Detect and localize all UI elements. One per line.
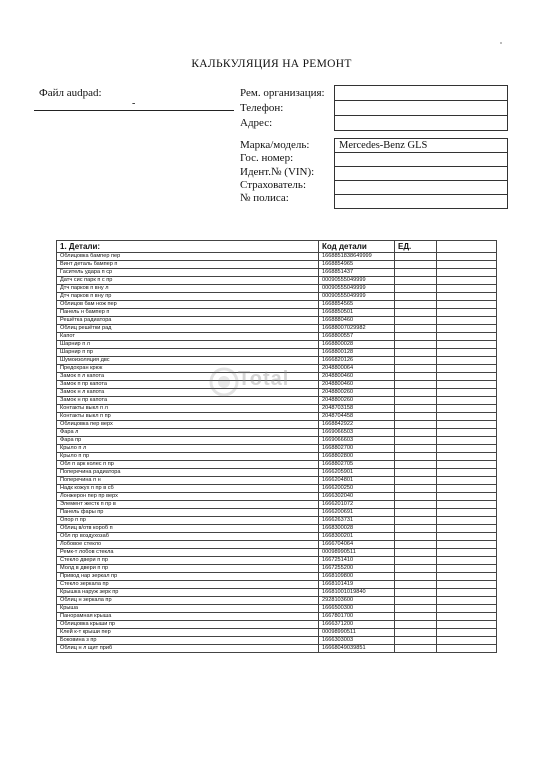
part-name-cell: Дтч парков п вну пр <box>57 293 319 301</box>
field-make-model[interactable]: Mercedes-Benz GLS <box>335 139 507 153</box>
part-extra-cell <box>437 333 497 341</box>
part-unit-cell <box>395 525 437 533</box>
part-code-cell: 1668842922 <box>319 421 395 429</box>
part-name-cell: Лобовое стекло <box>57 541 319 549</box>
part-name-cell: Винт деталь бампер п <box>57 261 319 269</box>
part-extra-cell <box>437 477 497 485</box>
part-unit-cell <box>395 421 437 429</box>
part-name-cell: Фара пр <box>57 437 319 445</box>
part-code-cell: 1666371200 <box>319 621 395 629</box>
part-name-cell: Датч сис парк п с пр <box>57 277 319 285</box>
part-unit-cell <box>395 453 437 461</box>
part-code-cell: 2048800460 <box>319 381 395 389</box>
part-name-cell: Панель фары пр <box>57 509 319 517</box>
table-row <box>57 485 497 493</box>
part-name-cell: Надк кожух п пр в сб <box>57 485 319 493</box>
table-row <box>57 565 497 573</box>
part-extra-cell <box>437 461 497 469</box>
part-unit-cell <box>395 341 437 349</box>
part-name-cell: Замок п л капота <box>57 373 319 381</box>
part-unit-cell <box>395 333 437 341</box>
part-unit-cell <box>395 389 437 397</box>
table-row <box>57 453 497 461</box>
part-code-cell: 00098990511 <box>319 549 395 557</box>
part-code-cell: 1667801700 <box>319 613 395 621</box>
part-unit-cell <box>395 517 437 525</box>
table-row <box>57 429 497 437</box>
part-unit-cell <box>395 349 437 357</box>
part-extra-cell <box>437 413 497 421</box>
vehicle-labels <box>240 139 314 205</box>
part-unit-cell <box>395 621 437 629</box>
part-code-cell: 2048800064 <box>319 365 395 373</box>
field-policy[interactable] <box>335 195 507 208</box>
part-name-cell: Контакты выкл п л <box>57 405 319 413</box>
part-extra-cell <box>437 301 497 309</box>
part-name-cell: Опор п пр <box>57 517 319 525</box>
table-row <box>57 645 497 653</box>
part-name-cell: Шарнир п л <box>57 341 319 349</box>
file-dash: - <box>132 98 136 109</box>
part-code-cell: 2048800460 <box>319 373 395 381</box>
part-name-cell: Стекло зеркала пр <box>57 581 319 589</box>
table-row <box>57 341 497 349</box>
part-code-cell: 1666200691 <box>319 509 395 517</box>
label-insured: Страхователь: <box>240 178 306 191</box>
part-name-cell: Панорамная крыша <box>57 613 319 621</box>
table-row <box>57 501 497 509</box>
table-row <box>57 533 497 541</box>
part-unit-cell <box>395 429 437 437</box>
part-extra-cell <box>437 605 497 613</box>
label-make-model: Марка/модель: <box>240 139 310 151</box>
part-extra-cell <box>437 349 497 357</box>
part-extra-cell <box>437 253 497 261</box>
part-extra-cell <box>437 429 497 437</box>
part-extra-cell <box>437 421 497 429</box>
part-extra-cell <box>437 293 497 301</box>
table-row <box>57 261 497 269</box>
part-code-cell: 1668851437 <box>319 269 395 277</box>
part-extra-cell <box>437 509 497 517</box>
part-code-cell: 1668109800 <box>319 573 395 581</box>
file-underline <box>34 110 234 111</box>
part-extra-cell <box>437 621 497 629</box>
label-policy: № полиса: <box>240 192 289 205</box>
field-repair-org[interactable] <box>335 86 507 101</box>
part-unit-cell <box>395 309 437 317</box>
field-plate[interactable] <box>335 153 507 167</box>
part-unit-cell <box>395 469 437 477</box>
part-unit-cell <box>395 293 437 301</box>
label-vin: Идент.№ (VIN): <box>240 165 315 178</box>
part-extra-cell <box>437 325 497 333</box>
table-row <box>57 301 497 309</box>
part-unit-cell <box>395 373 437 381</box>
part-name-cell: Облицов бам нож пер <box>57 301 319 309</box>
part-unit-cell <box>395 573 437 581</box>
part-code-cell: 2048800260 <box>319 397 395 405</box>
table-row <box>57 613 497 621</box>
part-unit-cell <box>395 253 437 261</box>
col-header-parts: 1. Детали: <box>57 241 319 253</box>
table-row <box>57 581 497 589</box>
page-title: КАЛЬКУЛЯЦИЯ НА РЕМОНТ <box>191 58 352 70</box>
part-extra-cell <box>437 573 497 581</box>
part-unit-cell <box>395 637 437 645</box>
part-extra-cell <box>437 405 497 413</box>
part-name-cell: Стекло двери п пр <box>57 557 319 565</box>
label-plate: Гос. номер: <box>240 152 294 165</box>
part-unit-cell <box>395 461 437 469</box>
part-unit-cell <box>395 533 437 541</box>
parts-header-row <box>57 241 497 253</box>
table-row <box>57 293 497 301</box>
part-name-cell: Контакты выкл п пр <box>57 413 319 421</box>
part-unit-cell <box>395 413 437 421</box>
part-extra-cell <box>437 357 497 365</box>
part-code-cell: 1669066503 <box>319 429 395 437</box>
part-name-cell: Крышка наруж зерк пр <box>57 589 319 597</box>
part-unit-cell <box>395 645 437 653</box>
part-code-cell: 1667251410 <box>319 557 395 565</box>
part-unit-cell <box>395 325 437 333</box>
part-extra-cell <box>437 525 497 533</box>
table-row <box>57 437 497 445</box>
part-code-cell: 00090555049999 <box>319 277 395 285</box>
table-row <box>57 405 497 413</box>
part-code-cell: 1668802700 <box>319 445 395 453</box>
col-header-extra <box>437 241 497 253</box>
part-unit-cell <box>395 597 437 605</box>
table-row <box>57 317 497 325</box>
part-extra-cell <box>437 629 497 637</box>
part-extra-cell <box>437 557 497 565</box>
part-code-cell: 1668800128 <box>319 349 395 357</box>
part-name-cell: Крыло п пр <box>57 453 319 461</box>
table-row <box>57 517 497 525</box>
table-row <box>57 493 497 501</box>
table-row <box>57 557 497 565</box>
part-unit-cell <box>395 565 437 573</box>
part-name-cell: Ремк-т лобов стекла <box>57 549 319 557</box>
field-insured[interactable] <box>335 181 507 195</box>
part-code-cell: 00098990511 <box>319 629 395 637</box>
part-code-cell: 00090555049999 <box>319 293 395 301</box>
part-name-cell: Панель н бампер п <box>57 309 319 317</box>
part-unit-cell <box>395 445 437 453</box>
table-row <box>57 325 497 333</box>
table-row <box>57 421 497 429</box>
part-code-cell: 1666200250 <box>319 485 395 493</box>
part-name-cell: Боковина з пр <box>57 637 319 645</box>
part-unit-cell <box>395 357 437 365</box>
part-extra-cell <box>437 389 497 397</box>
part-unit-cell <box>395 605 437 613</box>
label-address: Адрес: <box>240 117 273 129</box>
part-name-cell: Лонжерон пер пр верх <box>57 493 319 501</box>
part-code-cell: 1666500300 <box>319 605 395 613</box>
field-address[interactable] <box>335 116 507 130</box>
part-unit-cell <box>395 501 437 509</box>
part-unit-cell <box>395 477 437 485</box>
part-unit-cell <box>395 485 437 493</box>
part-extra-cell <box>437 485 497 493</box>
part-code-cell: 2048800260 <box>319 389 395 397</box>
part-unit-cell <box>395 493 437 501</box>
part-extra-cell <box>437 437 497 445</box>
part-extra-cell <box>437 541 497 549</box>
part-unit-cell <box>395 405 437 413</box>
part-code-cell: 2048704458 <box>319 413 395 421</box>
col-header-code: Код детали <box>319 241 395 253</box>
table-row <box>57 469 497 477</box>
part-code-cell: 1666204801 <box>319 477 395 485</box>
part-unit-cell <box>395 261 437 269</box>
part-extra-cell <box>437 445 497 453</box>
part-extra-cell <box>437 533 497 541</box>
part-extra-cell <box>437 469 497 477</box>
table-row <box>57 629 497 637</box>
part-code-cell: 16681001019840 <box>319 589 395 597</box>
part-name-cell: Облиц решётки рад <box>57 325 319 333</box>
part-name-cell: Крыло п л <box>57 445 319 453</box>
page-mark <box>500 42 502 44</box>
table-row <box>57 357 497 365</box>
table-row <box>57 549 497 557</box>
part-code-cell: 1666205901 <box>319 469 395 477</box>
part-extra-cell <box>437 549 497 557</box>
part-code-cell: 1668850501 <box>319 309 395 317</box>
part-extra-cell <box>437 309 497 317</box>
part-unit-cell <box>395 549 437 557</box>
part-extra-cell <box>437 317 497 325</box>
part-name-cell: Облиц н л щит приб <box>57 645 319 653</box>
part-extra-cell <box>437 565 497 573</box>
part-code-cell: 1667255200 <box>319 565 395 573</box>
part-code-cell: 1668101419 <box>319 581 395 589</box>
table-row <box>57 541 497 549</box>
part-extra-cell <box>437 261 497 269</box>
part-code-cell: 00090555049999 <box>319 285 395 293</box>
part-unit-cell <box>395 557 437 565</box>
table-row <box>57 509 497 517</box>
part-name-cell: Предохран крюк <box>57 365 319 373</box>
part-unit-cell <box>395 381 437 389</box>
part-unit-cell <box>395 509 437 517</box>
part-extra-cell <box>437 613 497 621</box>
part-code-cell: 1668800557 <box>319 333 395 341</box>
part-name-cell: Привод нар зеркал пр <box>57 573 319 581</box>
part-code-cell: 1666820126 <box>319 357 395 365</box>
part-code-cell: 1666303003 <box>319 637 395 645</box>
part-unit-cell <box>395 613 437 621</box>
table-row <box>57 621 497 629</box>
part-name-cell: Облицовка пер верх <box>57 421 319 429</box>
part-name-cell: Замок п пр капота <box>57 381 319 389</box>
part-name-cell: Облиц в/отв короб п <box>57 525 319 533</box>
part-code-cell: 2928103600 <box>319 597 395 605</box>
table-row <box>57 477 497 485</box>
table-row <box>57 525 497 533</box>
part-unit-cell <box>395 397 437 405</box>
part-name-cell: Облицовка бампер пер <box>57 253 319 261</box>
header-labels <box>240 86 325 131</box>
table-row <box>57 461 497 469</box>
part-extra-cell <box>437 269 497 277</box>
table-row <box>57 349 497 357</box>
part-extra-cell <box>437 597 497 605</box>
part-name-cell: Поперечина п н <box>57 477 319 485</box>
part-code-cell: 1668300028 <box>319 525 395 533</box>
part-code-cell: 1666201072 <box>319 501 395 509</box>
part-code-cell: 1668854965 <box>319 261 395 269</box>
part-unit-cell <box>395 541 437 549</box>
table-row <box>57 605 497 613</box>
part-unit-cell <box>395 269 437 277</box>
part-code-cell: 1668880460 <box>319 317 395 325</box>
part-name-cell: Фара л <box>57 429 319 437</box>
part-name-cell: Замок н пр капота <box>57 397 319 405</box>
part-unit-cell <box>395 277 437 285</box>
part-code-cell: 1668851838649999 <box>319 253 395 261</box>
part-name-cell: Клей к-т крыши пер <box>57 629 319 637</box>
part-code-cell: 1666263731 <box>319 517 395 525</box>
part-name-cell: Облиц н зеркала пр <box>57 597 319 605</box>
part-unit-cell <box>395 581 437 589</box>
field-phone[interactable] <box>335 101 507 116</box>
part-code-cell: 1668802800 <box>319 453 395 461</box>
part-unit-cell <box>395 301 437 309</box>
part-code-cell: 16688007029982 <box>319 325 395 333</box>
part-extra-cell <box>437 277 497 285</box>
table-row <box>57 637 497 645</box>
part-unit-cell <box>395 285 437 293</box>
part-code-cell: 16668049039851 <box>319 645 395 653</box>
table-row <box>57 597 497 605</box>
header-fields <box>334 85 508 131</box>
part-name-cell: Поперечина радиатора <box>57 469 319 477</box>
part-unit-cell <box>395 437 437 445</box>
part-extra-cell <box>437 581 497 589</box>
part-extra-cell <box>437 373 497 381</box>
parts-table <box>56 240 497 653</box>
part-extra-cell <box>437 493 497 501</box>
part-extra-cell <box>437 637 497 645</box>
part-extra-cell <box>437 589 497 597</box>
table-row <box>57 589 497 597</box>
part-name-cell: Молд в двери п пр <box>57 565 319 573</box>
part-extra-cell <box>437 501 497 509</box>
part-name-cell: Гаситель удара п ср <box>57 269 319 277</box>
part-name-cell: Замок н л капота <box>57 389 319 397</box>
part-code-cell: 1668802705 <box>319 461 395 469</box>
part-name-cell: Облицовка крыши пр <box>57 621 319 629</box>
file-label: Файл audpad: <box>39 87 102 99</box>
part-name-cell: Шумоизоляция двс <box>57 357 319 365</box>
part-code-cell: 1666302040 <box>319 493 395 501</box>
part-name-cell: Элемент жестк п пр в <box>57 501 319 509</box>
part-code-cell: 1668300201 <box>319 533 395 541</box>
part-extra-cell <box>437 397 497 405</box>
label-phone: Телефон: <box>240 102 284 114</box>
table-row <box>57 277 497 285</box>
part-extra-cell <box>437 453 497 461</box>
part-code-cell: 2048703158 <box>319 405 395 413</box>
col-header-unit: ЕД. <box>395 241 437 253</box>
part-code-cell: 1669066603 <box>319 437 395 445</box>
field-vin[interactable] <box>335 167 507 181</box>
part-extra-cell <box>437 341 497 349</box>
part-unit-cell <box>395 589 437 597</box>
part-code-cell: 1666704064 <box>319 541 395 549</box>
part-unit-cell <box>395 317 437 325</box>
table-row <box>57 253 497 261</box>
part-unit-cell <box>395 629 437 637</box>
part-name-cell: Капот <box>57 333 319 341</box>
part-name-cell: Решётка радиатора <box>57 317 319 325</box>
part-name-cell: Дтч парков п вну л <box>57 285 319 293</box>
part-extra-cell <box>437 381 497 389</box>
table-row <box>57 573 497 581</box>
part-extra-cell <box>437 517 497 525</box>
part-name-cell: Шарнир п пр <box>57 349 319 357</box>
table-row <box>57 285 497 293</box>
part-code-cell: 1668854565 <box>319 301 395 309</box>
table-row <box>57 269 497 277</box>
vehicle-fields <box>334 138 508 209</box>
part-name-cell: Обл пр воздухозаб <box>57 533 319 541</box>
part-extra-cell <box>437 285 497 293</box>
table-row <box>57 397 497 405</box>
part-extra-cell <box>437 365 497 373</box>
table-row <box>57 333 497 341</box>
table-row <box>57 445 497 453</box>
part-code-cell: 1668800028 <box>319 341 395 349</box>
part-name-cell: Крыша <box>57 605 319 613</box>
table-row <box>57 413 497 421</box>
part-name-cell: Обл п арк колес п пр <box>57 461 319 469</box>
part-extra-cell <box>437 645 497 653</box>
part-unit-cell <box>395 365 437 373</box>
label-repair-org: Рем. организация: <box>240 87 325 99</box>
table-row <box>57 309 497 317</box>
watermark-text: Total <box>238 368 290 390</box>
